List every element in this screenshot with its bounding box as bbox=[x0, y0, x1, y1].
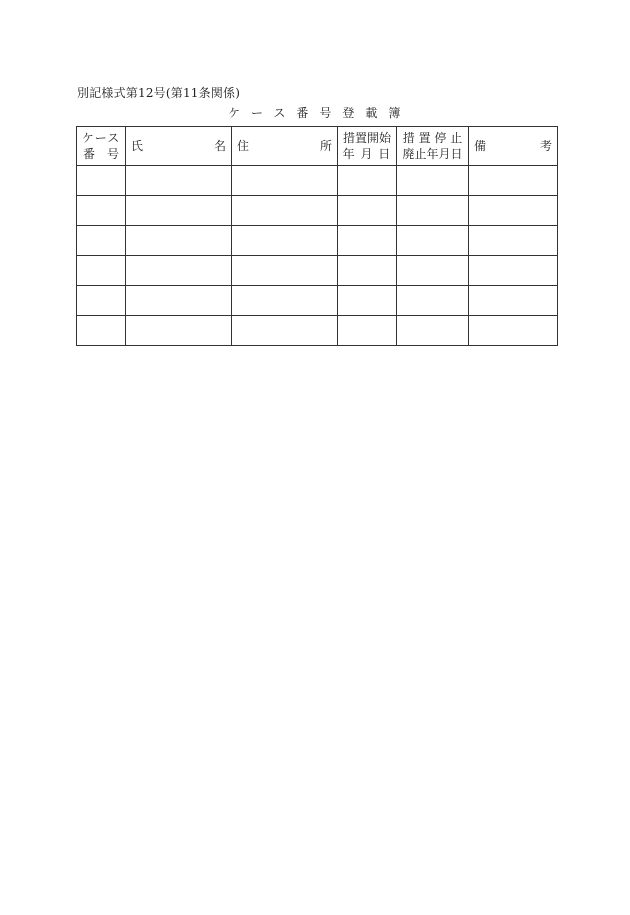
cell-case-number[interactable] bbox=[77, 286, 126, 316]
cell-case-number[interactable] bbox=[77, 316, 126, 346]
cell-name[interactable] bbox=[126, 226, 232, 256]
cell-start-date[interactable] bbox=[338, 196, 397, 226]
header-row bbox=[77, 127, 558, 166]
cell-case-number[interactable] bbox=[77, 166, 126, 196]
cell-start-date[interactable] bbox=[338, 286, 397, 316]
cell-name[interactable] bbox=[126, 256, 232, 286]
cell-address[interactable] bbox=[232, 316, 338, 346]
cell-start-date[interactable] bbox=[338, 316, 397, 346]
cell-stop-date[interactable] bbox=[397, 286, 469, 316]
header-start-date bbox=[338, 127, 397, 166]
cell-address[interactable] bbox=[232, 166, 338, 196]
cell-name[interactable] bbox=[126, 286, 232, 316]
cell-remarks[interactable] bbox=[469, 166, 558, 196]
cell-stop-date[interactable] bbox=[397, 316, 469, 346]
header-start-date-line1: 措置開始 bbox=[342, 131, 391, 145]
cell-start-date[interactable] bbox=[338, 256, 397, 286]
header-name-left: 氏 bbox=[131, 139, 144, 153]
header-address-right: 所 bbox=[319, 139, 332, 153]
header-case-number-line2: 番 号 bbox=[82, 147, 119, 161]
header-remarks-right: 考 bbox=[539, 139, 552, 153]
cell-remarks[interactable] bbox=[469, 256, 558, 286]
table-row bbox=[77, 316, 558, 346]
table-row bbox=[77, 196, 558, 226]
cell-start-date[interactable] bbox=[338, 226, 397, 256]
cell-address[interactable] bbox=[232, 256, 338, 286]
cell-remarks[interactable] bbox=[469, 316, 558, 346]
cell-stop-date[interactable] bbox=[397, 256, 469, 286]
header-name-right: 名 bbox=[213, 139, 226, 153]
cell-name[interactable] bbox=[126, 316, 232, 346]
cell-name[interactable] bbox=[126, 196, 232, 226]
header-stop-date bbox=[397, 127, 469, 166]
cell-remarks[interactable] bbox=[469, 226, 558, 256]
cell-case-number[interactable] bbox=[77, 256, 126, 286]
table-row bbox=[77, 166, 558, 196]
header-case-number-line1: ケース bbox=[81, 131, 121, 145]
form-reference: 別記様式第12号(第11条関係) bbox=[77, 86, 241, 100]
cell-remarks[interactable] bbox=[469, 196, 558, 226]
table-row bbox=[77, 226, 558, 256]
document-title: ケース番号登載簿 bbox=[228, 106, 412, 120]
cell-address[interactable] bbox=[232, 196, 338, 226]
cell-start-date[interactable] bbox=[338, 166, 397, 196]
header-case-number bbox=[77, 127, 126, 166]
cell-stop-date[interactable] bbox=[397, 196, 469, 226]
cell-remarks[interactable] bbox=[469, 286, 558, 316]
table-row bbox=[77, 286, 558, 316]
header-remarks-left: 備 bbox=[474, 139, 487, 153]
cell-case-number[interactable] bbox=[77, 226, 126, 256]
header-stop-date-line1: 措 置 停 止 bbox=[402, 131, 463, 145]
header-start-date-line2: 年 月 日 bbox=[342, 147, 392, 161]
cell-address[interactable] bbox=[232, 286, 338, 316]
header-name bbox=[126, 127, 232, 166]
header-remarks bbox=[469, 127, 558, 166]
header-stop-date-line2: 廃止年月日 bbox=[402, 147, 463, 161]
cell-address[interactable] bbox=[232, 226, 338, 256]
cell-stop-date[interactable] bbox=[397, 226, 469, 256]
header-address-left: 住 bbox=[237, 139, 250, 153]
cell-case-number[interactable] bbox=[77, 196, 126, 226]
header-address bbox=[232, 127, 338, 166]
register-table bbox=[76, 126, 558, 346]
cell-name[interactable] bbox=[126, 166, 232, 196]
table-row bbox=[77, 256, 558, 286]
cell-stop-date[interactable] bbox=[397, 166, 469, 196]
